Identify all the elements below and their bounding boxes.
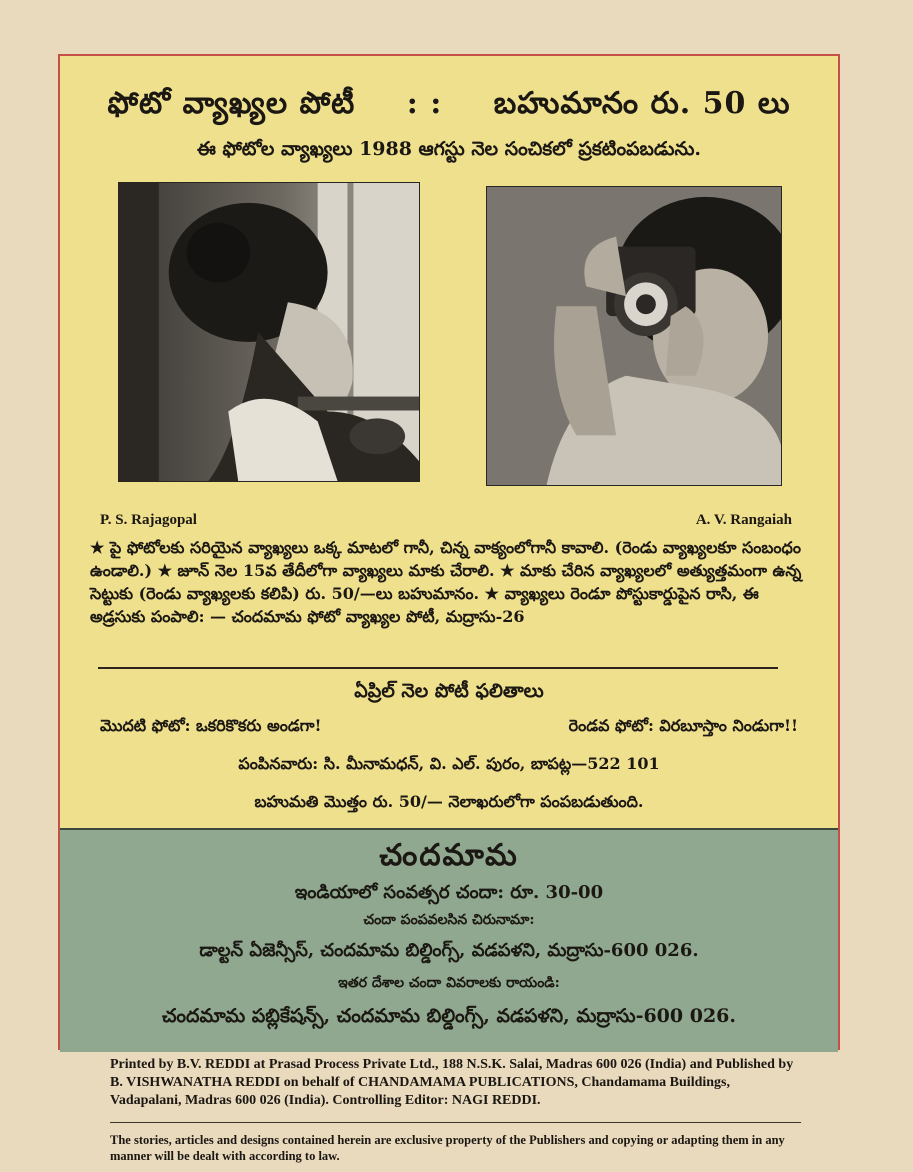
photo-credit-right: A. V. Rangaiah — [695, 512, 792, 528]
contest-rules — [90, 536, 802, 628]
contest-panel — [58, 54, 840, 1050]
foreign-subscription-label: ఇతర దేశాల చందా వివరాలకు రాయండి: — [338, 975, 560, 991]
magazine-name: చందమామ — [379, 838, 519, 873]
first-photo-result: మొదటి ఫోటో: ఒకరికొకరు అండగా! — [100, 716, 322, 735]
results-row — [100, 716, 798, 739]
photo-girl-with-camera — [486, 186, 782, 486]
rules-text: ★ పై ఫోటోలకు సరియైన వ్యాఖ్యలు ఒక్క మాటలో గానీ, చిన్న వాక్యంలోగానీ కావాలి. (రెండు వ్యాఖ్యలకూ సంబంధం ఉండాలి.) ★ జూన్ నెల 15వ తేదీలోగా వ్యాఖ్యలు మాకు చేరాలి. ★ మాకు చేరిన వ్యాఖ్యలలో అత్యుత్తమంగా ఉన్న సెట్టుకు (రెండు వ్యాఖ్యలకు కలిపి) రు. 50/—లు బహుమానం. ★ వ్యాఖ్యలు రెండూ పోస్టుకార్డుపైన రాసి, ఈ అడ్రసుకు పంపాలి: — చందమామ ఫోటో వ్యాఖ్యల పోటీ, మద్రాసు-26 — [90, 538, 802, 626]
copyright-notice: The stories, articles and designs contained herein are exclusive property of the Publishers and copying or adapting them in any manner will be dealt with according to law. — [110, 1133, 785, 1163]
header-separator: : : — [406, 86, 443, 121]
prize-heading: బహుమానం రు. 50 లు — [493, 86, 791, 121]
printer-imprint: Printed by B.V. REDDI at Prasad Process Private Ltd., 188 N.S.K. Salai, Madras 600 026 (India) and Published by B. VISHWANATHA REDDI on behalf of CHANDAMAMA PUBLICATIONS, Chandamama Buildings, Vadapalani, Madras 600 026 (India). Controlling Editor: NAGI REDDI. — [110, 1057, 794, 1108]
photo-camera-image — [487, 187, 781, 485]
india-subscription-rate: ఇండియాలో సంవత్సర చందా: రూ. 30-00 — [294, 882, 604, 903]
contest-subtitle: ఈ ఫోటోల వ్యాఖ్యలు 1988 ఆగస్టు నెల సంచికలో ప్రకటింపబడును. — [196, 138, 702, 160]
second-photo-result: రెండవ ఫోటో: విరబూస్తాం నిండుగా!! — [568, 716, 798, 735]
winner-sender: పంపినవారు: సి. మీనామధన్, వి. ఎల్. పురం, బాపట్ల—522 101 — [238, 754, 660, 773]
photo-girl-image — [119, 183, 419, 481]
contest-header — [60, 86, 838, 128]
divider — [98, 667, 778, 669]
subscription-box — [60, 828, 838, 1052]
send-to-label: చందా పంపవలసిన చిరునామా: — [363, 912, 535, 928]
results-title: ఏప్రిల్ నెల పోటీ ఫలితాలు — [354, 680, 544, 702]
agent-address: డాల్టన్ ఏజెన్సీస్, చందమామ బిల్డింగ్స్, వడపళని, మద్రాసు-600 026. — [199, 940, 699, 961]
footer-divider — [110, 1122, 801, 1123]
photo-credit-left: P. S. Rajagopal — [100, 512, 197, 528]
prize-note: బహుమతి మొత్తం రు. 50/— నెలాఖరులోగా పంపబడుతుంది. — [254, 792, 644, 811]
publisher-address: చందమామ పబ్లికేషన్స్, చందమామ బిల్డింగ్స్, వడపళని, మద్రాసు-600 026. — [161, 1005, 737, 1027]
contest-title: ఫోటో వ్యాఖ్యల పోటీ — [107, 86, 356, 121]
photo-girl-at-window — [118, 182, 420, 482]
